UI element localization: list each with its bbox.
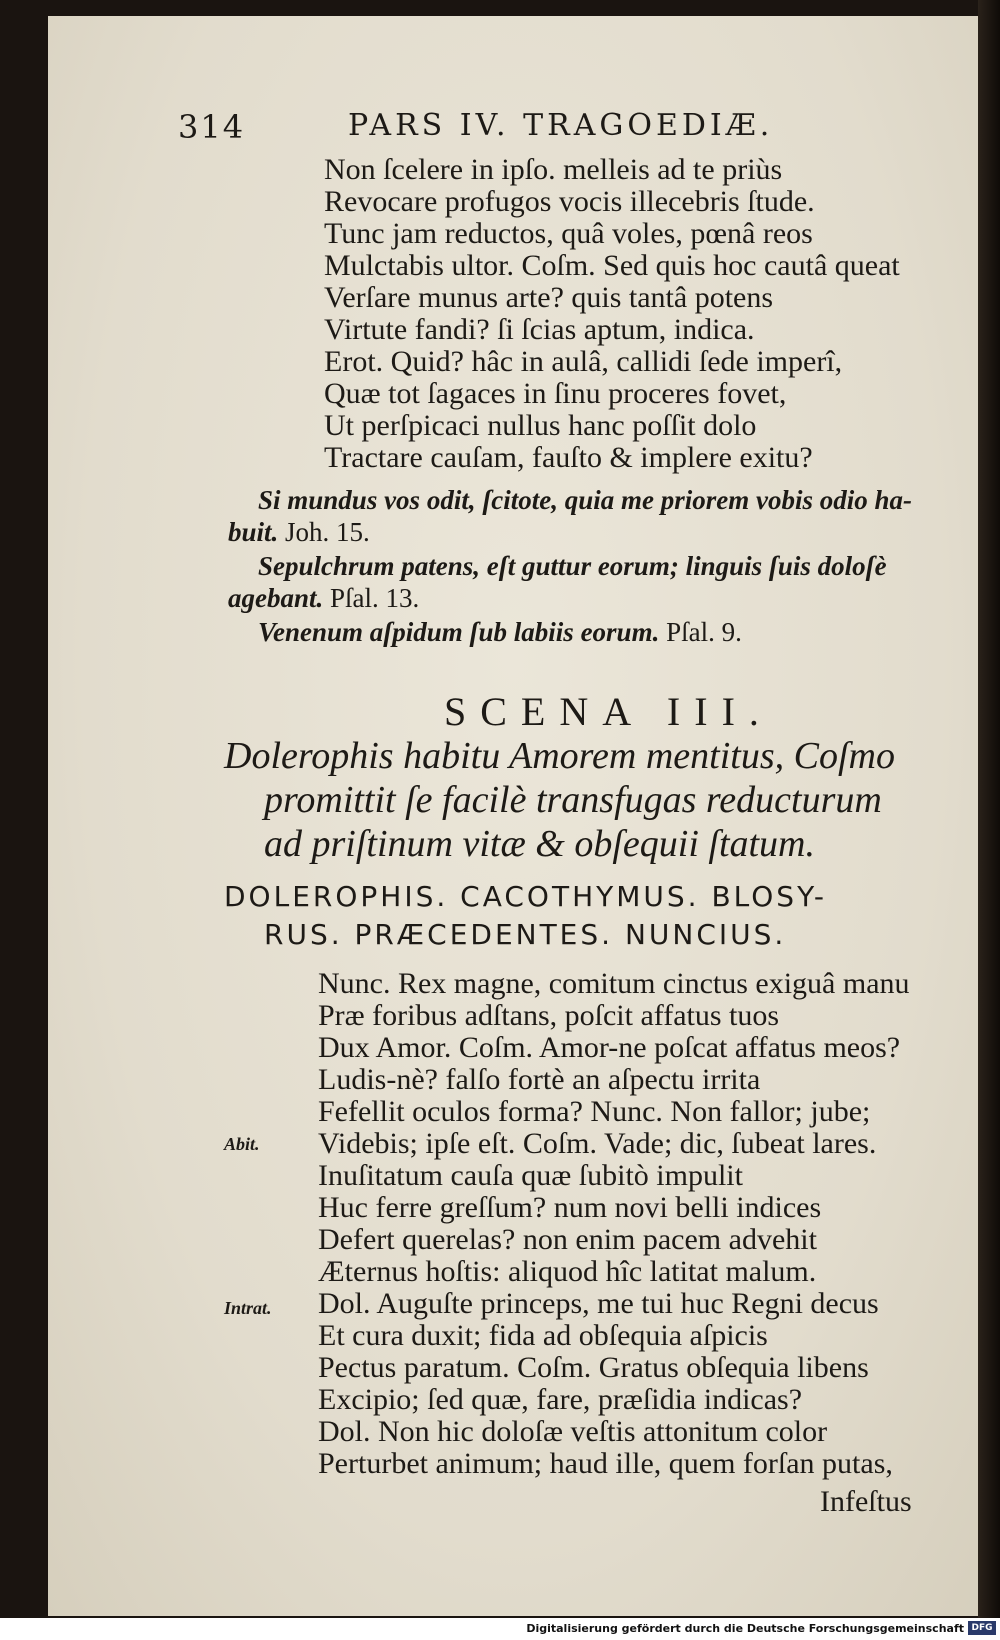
page-number: 314 — [178, 108, 246, 146]
scene-heading: SCENA III. — [444, 689, 773, 734]
verse-line: Excipio; ſed quæ, fare, præſidia indicas? — [318, 1383, 803, 1416]
verse-line: Revocare profugos vocis illecebris ſtude. — [324, 185, 815, 218]
citation-2: Sepulchrum patens, eſt guttur eorum; linguis ſuis doloſè — [258, 551, 887, 581]
verse-line: Inuſitatum cauſa quæ ſubitò impulit — [318, 1159, 743, 1192]
scene-argument-line: Dolerophis habitu Amorem mentitus, Coſmo — [224, 735, 895, 777]
scene-argument-line: promittit ſe facilè transfugas reducturum — [264, 779, 882, 821]
verse-line: Perturbet animum; haud ille, quem forſan putas, — [318, 1447, 893, 1480]
verse-line: Fefellit oculos forma? Nunc. Non fallor; jube; — [318, 1095, 871, 1128]
citation-2-ref: Pſal. 13. — [330, 583, 420, 613]
verse-line: Ludis-nè? falſo fortè an aſpectu irrita — [318, 1063, 761, 1096]
verse-line: Tractare cauſam, fauſto & implere exitu? — [324, 441, 813, 474]
citation-2-cont — [228, 582, 419, 614]
dfg-logo: DFG — [968, 1621, 996, 1635]
verse-line: Tunc jam reductos, quâ voles, pœnâ reos — [324, 217, 813, 250]
verse-line: Dol. Auguſte princeps, me tui huc Regni decus — [318, 1287, 879, 1320]
book-page — [48, 16, 978, 1616]
verse-line: Verſare munus arte? quis tantâ potens — [324, 281, 774, 314]
citation-3 — [258, 616, 742, 648]
stage-direction-abit: Abit. — [224, 1134, 260, 1154]
citation-3-ref: Pſal. 9. — [666, 617, 742, 647]
citation-1: Si mundus vos odit, ſcitote, quia me priorem vobis odio ha- — [258, 485, 913, 515]
verse-line: Defert querelas? non enim pacem advehit — [318, 1223, 817, 1256]
verse-line: Dux Amor. Coſm. Amor-ne poſcat affatus meos? — [318, 1031, 901, 1064]
running-header — [178, 108, 958, 148]
citation-2-cont-text: agebant. — [228, 583, 324, 613]
scene-argument-line: ad priſtinum vitæ & obſequii ſtatum. — [264, 823, 815, 865]
verse-line: Quæ tot ſagaces in ſinu proceres fovet, — [324, 377, 787, 410]
verse-line: Ut perſpicaci nullus hanc poſſit dolo — [324, 409, 757, 442]
dramatis-personae-line: DOLEROPHIS. CACOTHYMUS. BLOSY- — [224, 880, 827, 913]
verse-line: Mulctabis ultor. Coſm. Sed quis hoc cautâ queat — [324, 249, 900, 282]
citation-1-ref: Joh. 15. — [285, 517, 370, 547]
digitization-credit: Digitalisierung gefördert durch die Deutsche Forschungsgemeinschaft — [526, 1622, 964, 1635]
verse-line: Huc ferre greſſum? num novi belli indices — [318, 1191, 822, 1224]
running-title: PARS IV. TRAGOEDIÆ. — [348, 108, 774, 143]
citation-1-cont — [228, 516, 370, 548]
citation-1-cont-text: buit. — [228, 517, 279, 547]
verse-line: Erot. Quid? hâc in aulâ, callidi ſede imperî, — [324, 345, 843, 378]
dramatis-personae-line: RUS. PRÆCEDENTES. NUNCIUS. — [264, 918, 787, 951]
stage-direction-intrat: Intrat. — [224, 1298, 272, 1318]
verse-line: Virtute fandi? ſi ſcias aptum, indica. — [324, 313, 755, 346]
digitization-credit-bar — [0, 1618, 1000, 1640]
verse-line: Videbis; ipſe eſt. Coſm. Vade; dic, ſubeat lares. — [318, 1127, 877, 1160]
citation-3-text: Venenum aſpidum ſub labiis eorum. — [258, 617, 660, 647]
verse-line: Et cura duxit; fida ad obſequia aſpicis — [318, 1319, 768, 1352]
catchword: Infeſtus — [820, 1485, 912, 1518]
verse-line: Nunc. Rex magne, comitum cinctus exiguâ manu — [318, 967, 910, 1000]
verse-line: Pectus paratum. Coſm. Gratus obſequia libens — [318, 1351, 869, 1384]
verse-line: Præ foribus adſtans, poſcit affatus tuos — [318, 999, 780, 1032]
verse-line: Æternus hoſtis: aliquod hîc latitat malum. — [318, 1255, 817, 1288]
verse-line: Dol. Non hic doloſæ veſtis attonitum color — [318, 1415, 828, 1448]
book-spine-edge — [978, 0, 1000, 1620]
verse-line: Non ſcelere in ipſo. melleis ad te priùs — [324, 153, 783, 186]
